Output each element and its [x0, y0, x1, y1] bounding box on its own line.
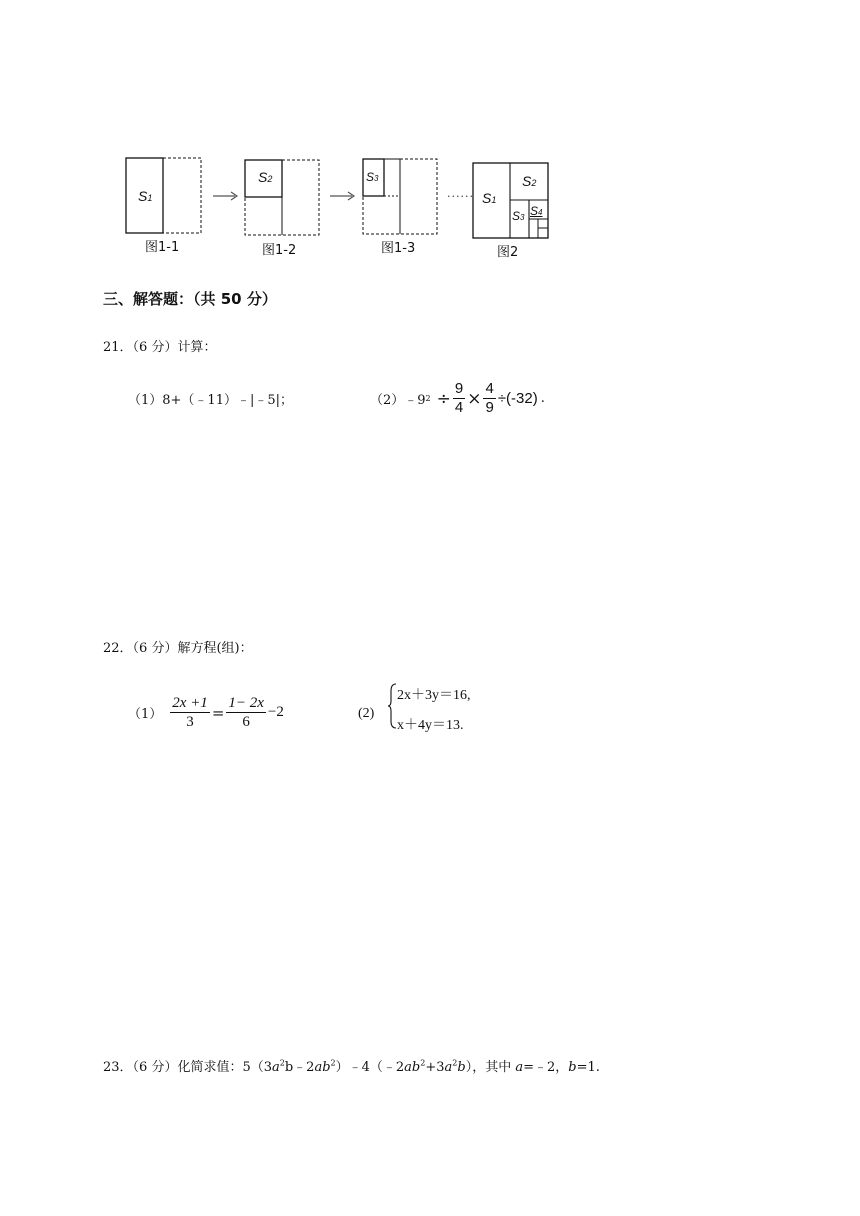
q21-part2-label: （2）﹣9: [370, 393, 426, 408]
figure-1-2: S2: [244, 159, 324, 237]
q21-part2: （2）﹣9 2 ÷ $\frac{9}{4}$ × $\frac{4}{9}$ ÷(-32) .: [370, 380, 545, 416]
system-equation-1: 2x＋3y＝16,: [397, 688, 471, 703]
figure-1-3: S3: [362, 158, 442, 236]
label-s3: S: [366, 170, 375, 184]
q22-part2-label: (2): [358, 706, 375, 721]
caption-fig-1-3: 图1-3: [381, 241, 416, 256]
label-s2: S: [522, 173, 532, 189]
q21-heading: 21．（6 分）计算：: [103, 340, 217, 355]
fraction-4-9: $\frac{4}{9}$: [485, 380, 494, 416]
divide-sign: ÷: [436, 388, 451, 409]
q23-text: 23．（6 分）化简求值：$5(3a^2b﹣2ab^2)﹣4(﹣2ab^2+3a^2b)$，其中 a=﹣2，b=1.: [103, 1058, 600, 1075]
figure-2: S1 S2 S3 S4: [472, 162, 550, 240]
label-s1: S: [482, 190, 492, 206]
fraction-rhs: $\frac{1- 2x}{6}$: [228, 695, 264, 730]
fraction-9-4: $\frac{9}{4}$: [454, 380, 464, 416]
q21-part2-end: .: [540, 391, 545, 406]
label-s1: S: [138, 188, 148, 204]
caption-fig-2: 图2: [497, 245, 519, 260]
q22-part1: [128, 694, 284, 731]
q21-part2-tail: ÷(-32): [497, 390, 538, 407]
label-s2: S: [258, 169, 268, 185]
times-sign: ×: [467, 388, 482, 409]
q22-heading: 22．（6 分）解方程(组)：: [103, 641, 253, 656]
section-title: 三、解答题：（共 50 分）: [103, 290, 277, 308]
q21-part1: （1）8+（﹣11）﹣|﹣5|；: [128, 393, 294, 408]
label-s3: S: [512, 209, 521, 223]
q22-part1-label: （1）: [128, 707, 163, 722]
caption-fig-1-1: 图1-1: [145, 240, 180, 255]
arrow-icon: [213, 191, 239, 201]
caption-fig-1-2: 图1-2: [262, 243, 297, 258]
system-equation-2: x＋4y＝13.: [397, 718, 464, 733]
label-s4: S: [530, 204, 539, 218]
equals-sign: =: [211, 703, 225, 722]
figure-1-1: S1: [125, 157, 205, 235]
rhs-tail: −2: [267, 704, 284, 720]
fraction-lhs: $\frac{2x +1}{3}$: [172, 695, 208, 730]
ellipsis: ......: [447, 187, 474, 200]
arrow-icon: [330, 191, 356, 201]
